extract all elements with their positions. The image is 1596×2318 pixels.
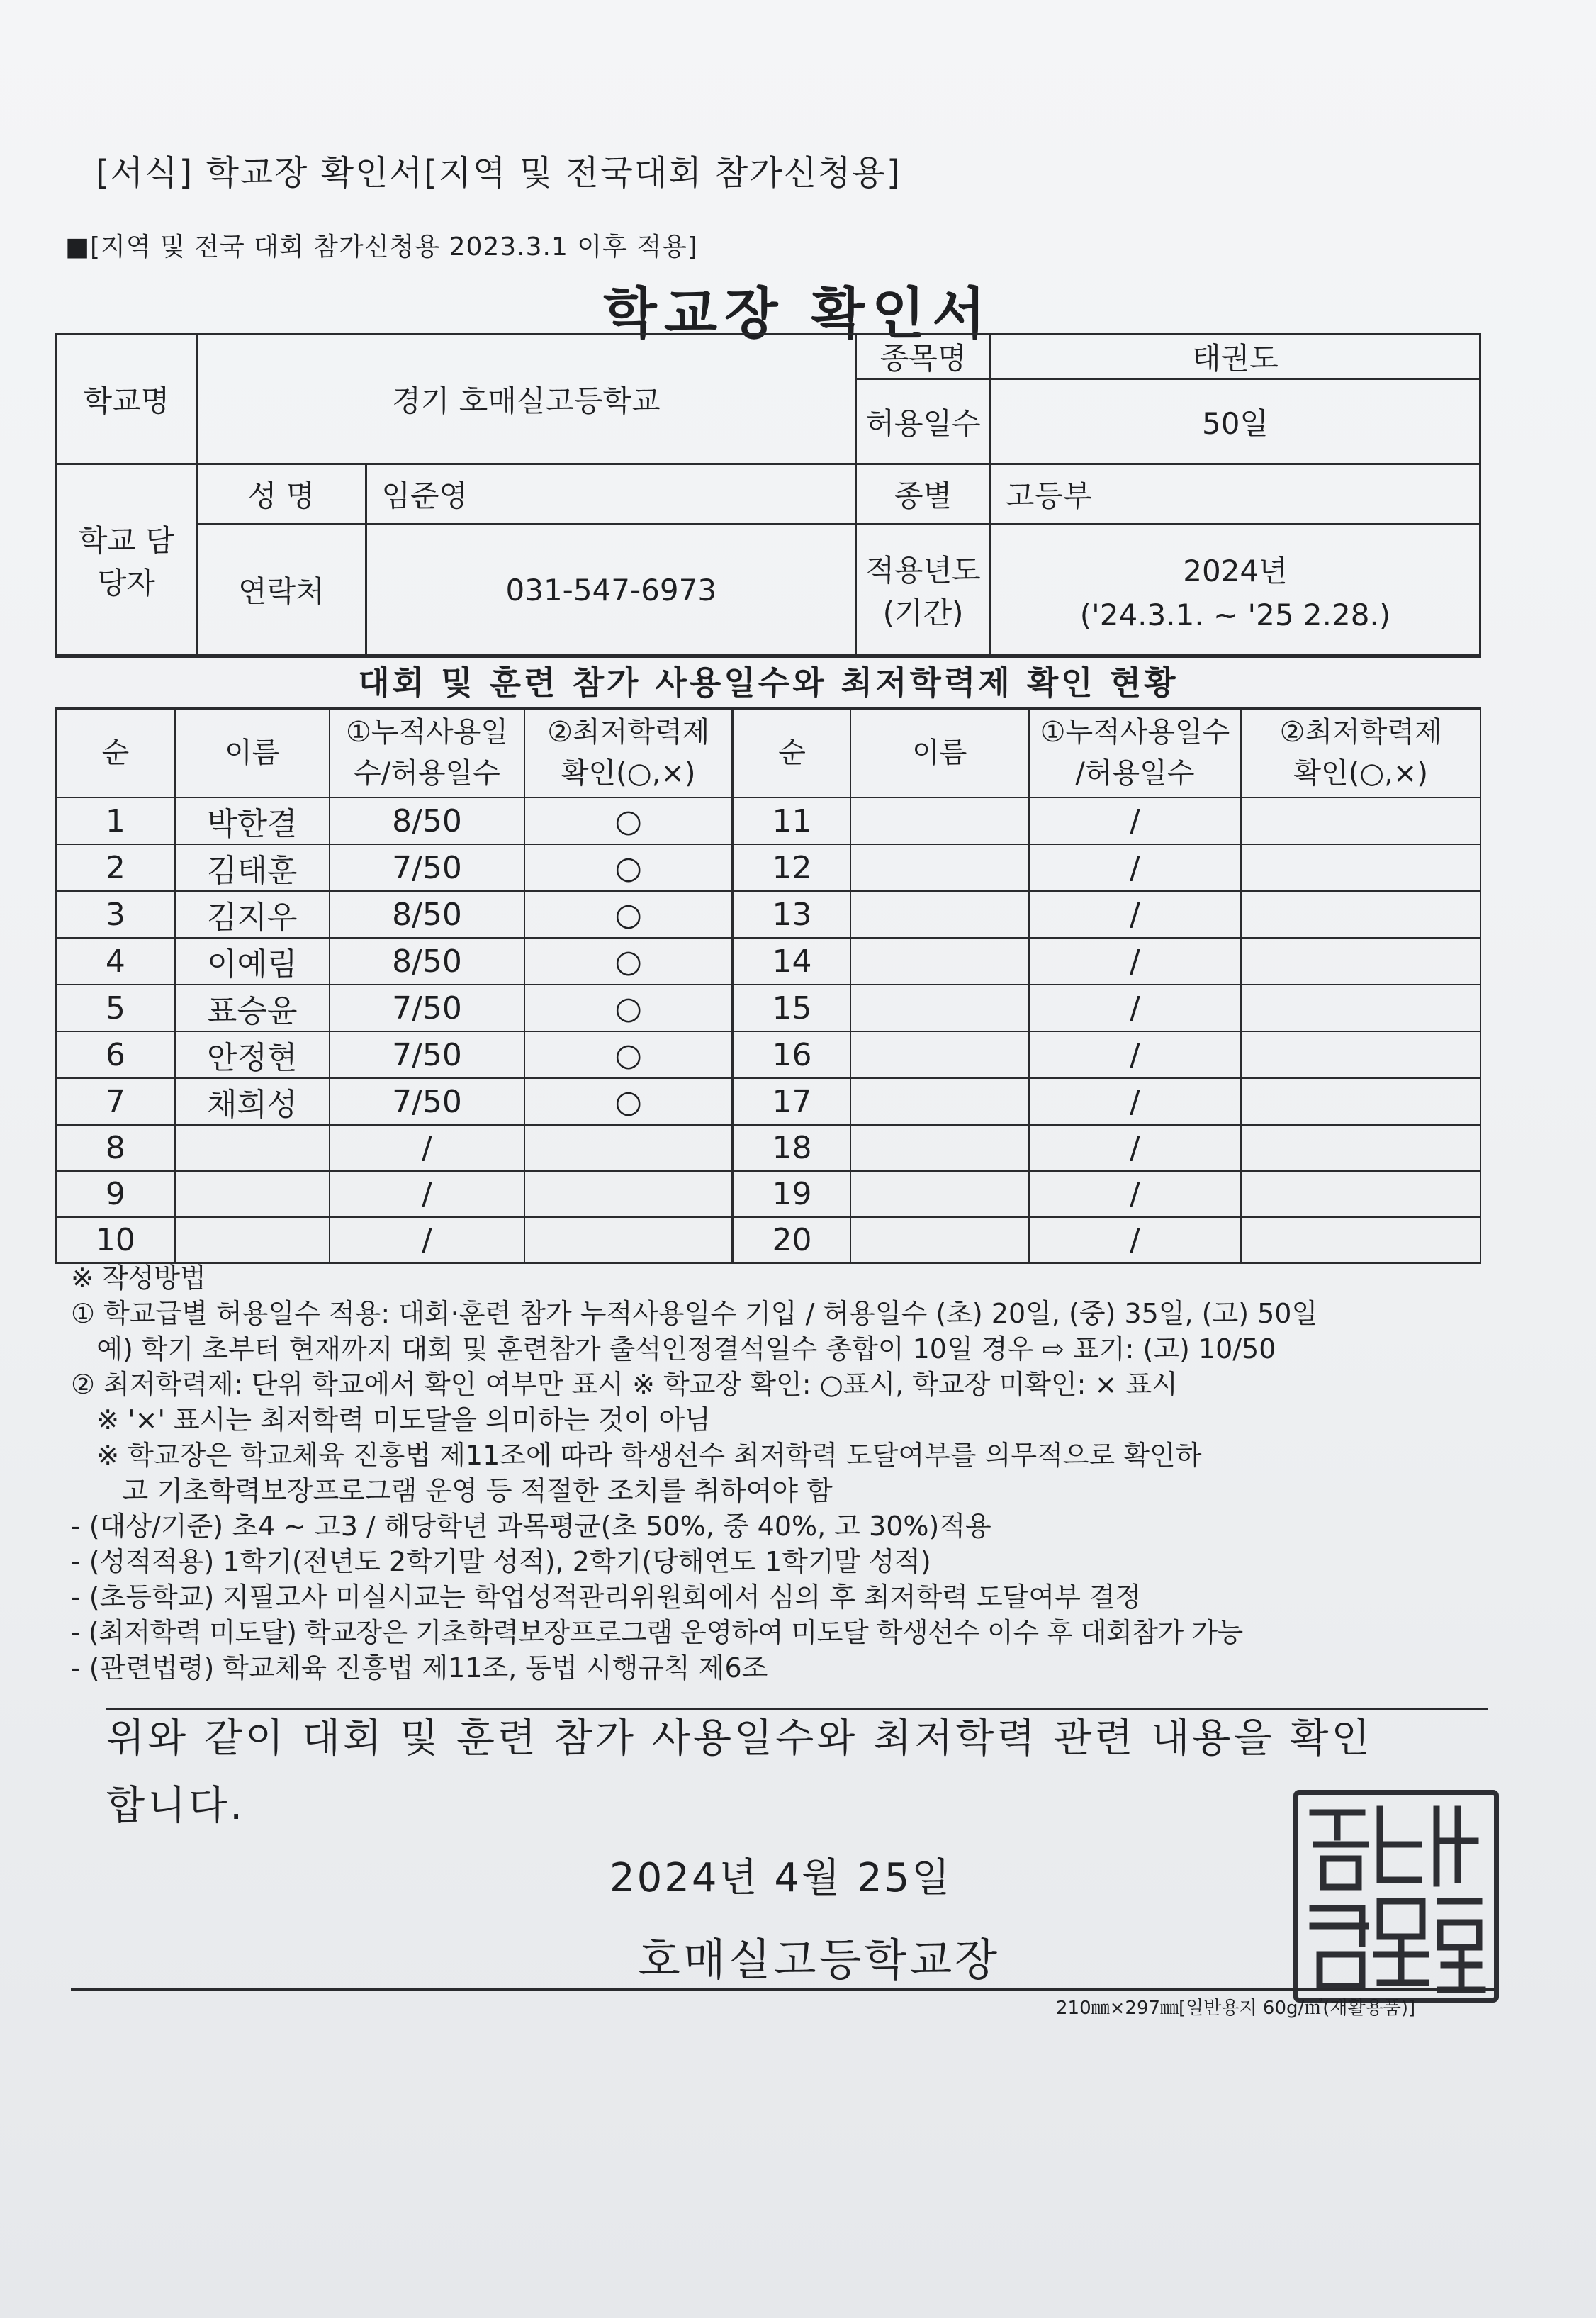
header-no: 순 — [56, 708, 175, 797]
allowed-days-label: 허용일수 — [856, 379, 991, 464]
instructions — [71, 1260, 1502, 1686]
row-check: ○ — [524, 938, 733, 985]
year-value: 2024년 — [1183, 553, 1288, 588]
name-label: 성 명 — [196, 464, 366, 525]
row-number: 7 — [56, 1078, 175, 1125]
note-line: 고 기초학력보장프로그램 운영 등 적절한 조치를 취하여야 함 — [71, 1475, 833, 1506]
row-days: 7/50 — [330, 844, 525, 891]
row-name: 이예림 — [175, 938, 330, 985]
row-name-right — [850, 1078, 1029, 1125]
table-row — [56, 797, 1480, 844]
bottom-divider — [71, 1988, 1495, 1991]
row-number: 3 — [56, 891, 175, 938]
row-check — [524, 1217, 733, 1263]
table-row — [56, 1031, 1480, 1078]
table-row — [56, 1171, 1480, 1217]
row-check-right — [1241, 1217, 1480, 1263]
sport-label: 종목명 — [856, 335, 991, 379]
row-name-right — [850, 985, 1029, 1031]
principal-signature: 호매실고등학교장 — [638, 1934, 1001, 1986]
header-check-line2: 확인(○,×) — [561, 757, 696, 790]
note-line: ※ 작성방법 — [71, 1262, 206, 1294]
row-name: 표승윤 — [175, 985, 330, 1031]
row-number: 4 — [56, 938, 175, 985]
row-days-right: / — [1029, 1125, 1242, 1171]
row-check-right — [1241, 844, 1480, 891]
header-name: 이름 — [175, 708, 330, 797]
manager-name: 임준영 — [366, 464, 856, 525]
row-days: 8/50 — [330, 797, 525, 844]
row-check — [524, 1171, 733, 1217]
row-check-right — [1241, 891, 1480, 938]
row-number-right: 20 — [733, 1217, 850, 1263]
row-name-right — [850, 1171, 1029, 1217]
row-check-right — [1241, 1125, 1480, 1171]
form-title: [서식] 학교장 확인서[지역 및 전국대회 참가신청용] — [96, 153, 901, 193]
row-check-right — [1241, 985, 1480, 1031]
row-number-right: 15 — [733, 985, 850, 1031]
division-value: 고등부 — [990, 464, 1480, 525]
row-check-right — [1241, 938, 1480, 985]
note-line: ② 최저학력제: 단위 학교에서 확인 여부만 표시 ※ 학교장 확인: ○표시, 학교장 미확인: × 표시 — [71, 1369, 1178, 1400]
row-check-right — [1241, 1078, 1480, 1125]
row-name-right — [850, 844, 1029, 891]
row-name — [175, 1171, 330, 1217]
row-number: 5 — [56, 985, 175, 1031]
row-days-right: / — [1029, 985, 1242, 1031]
row-check-right — [1241, 1171, 1480, 1217]
page-title: 학교장 확인서 — [603, 282, 993, 346]
row-check — [524, 1125, 733, 1171]
table-row — [56, 1217, 1480, 1263]
note-line: ① 학교급별 허용일수 적용: 대회·훈련 참가 누적사용일수 기입 / 허용일수 (초) 20일, (중) 35일, (고) 50일 — [71, 1298, 1318, 1329]
row-number: 10 — [56, 1217, 175, 1263]
form-subtitle: ■[지역 및 전국 대회 참가신청용 2023.3.1 이후 적용] — [65, 233, 698, 262]
row-name-right — [850, 797, 1029, 844]
header-check — [524, 708, 733, 797]
row-name-right — [850, 891, 1029, 938]
row-days: 7/50 — [330, 985, 525, 1031]
table-row — [56, 891, 1480, 938]
table-row — [56, 985, 1480, 1031]
row-name: 김태훈 — [175, 844, 330, 891]
header-days-right — [1029, 708, 1242, 797]
row-days: 8/50 — [330, 891, 525, 938]
row-name-right — [850, 938, 1029, 985]
row-days-right: / — [1029, 1171, 1242, 1217]
note-line: - (초등학교) 지필고사 미실시교는 학업성적관리위원회에서 심의 후 최저학력 도달여부 결정 — [71, 1581, 1142, 1613]
row-days-right: / — [1029, 1217, 1242, 1263]
note-line: - (관련법령) 학교체육 진흥법 제11조, 동법 시행규칙 제6조 — [71, 1652, 768, 1684]
header-days — [330, 708, 525, 797]
header-check-line1: ②최저학력제 — [547, 716, 710, 749]
roster-header — [56, 708, 1480, 797]
school-label: 학교명 — [57, 335, 197, 464]
header-check-right — [1241, 708, 1480, 797]
row-check: ○ — [524, 891, 733, 938]
row-number: 6 — [56, 1031, 175, 1078]
note-line: - (대상/기준) 초4 ~ 고3 / 해당학년 과목평균(초 50%, 중 40%, 고 30%)적용 — [71, 1511, 991, 1542]
row-name: 채희성 — [175, 1078, 330, 1125]
row-name-right — [850, 1031, 1029, 1078]
contact-label: 연락처 — [196, 525, 366, 656]
row-days-right: / — [1029, 1078, 1242, 1125]
row-name: 박한결 — [175, 797, 330, 844]
header-no-right: 순 — [733, 708, 850, 797]
row-days-right: / — [1029, 1031, 1242, 1078]
row-check: ○ — [524, 844, 733, 891]
header-days-line1: ①누적사용일 — [345, 716, 508, 749]
signing-date: 2024년 4월 25일 — [609, 1855, 952, 1901]
confirmation-text — [106, 1705, 1453, 1840]
row-number-right: 16 — [733, 1031, 850, 1078]
table-row — [56, 1125, 1480, 1171]
row-name-right — [850, 1125, 1029, 1171]
sport-value: 태권도 — [990, 335, 1480, 379]
school-info-table — [55, 333, 1481, 656]
note-line: ※ 학교장은 학교체육 진흥법 제11조에 따라 학생선수 최저학력 도달여부를 의무적으로 확인하 — [71, 1440, 1202, 1471]
contact-value: 031-547-6973 — [366, 525, 856, 656]
row-days: / — [330, 1125, 525, 1171]
header-name-right: 이름 — [850, 708, 1029, 797]
row-name — [175, 1125, 330, 1171]
school-name: 경기 호매실고등학교 — [196, 335, 855, 464]
allowed-days-value: 50일 — [990, 379, 1480, 464]
year-label: 적용년도 (기간) — [856, 525, 991, 656]
row-number-right: 14 — [733, 938, 850, 985]
row-check: ○ — [524, 1031, 733, 1078]
note-line: 예) 학기 초부터 현재까지 대회 및 훈련참가 출석인정결석일수 총합이 10일 경우 ⇨ 표기: (고) 10/50 — [71, 1333, 1276, 1365]
row-name: 안정현 — [175, 1031, 330, 1078]
row-check-right — [1241, 1031, 1480, 1078]
row-days-right: / — [1029, 844, 1242, 891]
table-row — [56, 1078, 1480, 1125]
confirmation-line2: 합니다. — [106, 1783, 246, 1829]
note-line: - (성적적용) 1학기(전년도 2학기말 성적), 2학기(당해연도 1학기말 성적) — [71, 1546, 931, 1577]
row-number: 1 — [56, 797, 175, 844]
row-check: ○ — [524, 1078, 733, 1125]
row-check-right — [1241, 797, 1480, 844]
row-days-right: / — [1029, 891, 1242, 938]
header-check-right-line2: 확인(○,×) — [1293, 757, 1428, 790]
row-check: ○ — [524, 797, 733, 844]
row-days: / — [330, 1171, 525, 1217]
row-check: ○ — [524, 985, 733, 1031]
row-number: 2 — [56, 844, 175, 891]
official-seal — [1293, 1790, 1499, 2003]
note-line: - (최저학력 미도달) 학교장은 기초학력보장프로그램 운영하여 미도달 학생선수 이수 후 대회참가 가능 — [71, 1617, 1243, 1648]
header-days-right-line2: /허용일수 — [1075, 757, 1195, 790]
confirmation-line1: 위와 같이 대회 및 훈련 참가 사용일수와 최저학력 관련 내용을 확인 — [106, 1715, 1373, 1762]
section-title: 대회 및 훈련 참가 사용일수와 최저학력제 확인 현황 — [55, 656, 1481, 710]
year-period: ('24.3.1. ~ '25 2.28.) — [1079, 597, 1391, 632]
paper-spec: 210㎜×297㎜[일반용지 60g/㎡(재활용품)] — [1056, 1998, 1416, 2019]
row-name — [175, 1217, 330, 1263]
row-number: 8 — [56, 1125, 175, 1171]
row-days: 7/50 — [330, 1031, 525, 1078]
row-number-right: 13 — [733, 891, 850, 938]
header-days-right-line1: ①누적사용일수 — [1040, 716, 1230, 749]
note-line: ※ '×' 표시는 최저학력 미도달을 의미하는 것이 아님 — [71, 1404, 711, 1435]
row-number-right: 12 — [733, 844, 850, 891]
table-row — [56, 844, 1480, 891]
row-days: 7/50 — [330, 1078, 525, 1125]
header-check-right-line1: ②최저학력제 — [1279, 716, 1442, 749]
row-number: 9 — [56, 1171, 175, 1217]
year-cell — [990, 525, 1480, 656]
row-days-right: / — [1029, 797, 1242, 844]
row-number-right: 11 — [733, 797, 850, 844]
row-name-right — [850, 1217, 1029, 1263]
row-number-right: 19 — [733, 1171, 850, 1217]
row-days-right: / — [1029, 938, 1242, 985]
table-row — [56, 938, 1480, 985]
header-days-line2: 수/허용일수 — [354, 757, 500, 790]
row-name: 김지우 — [175, 891, 330, 938]
manager-label: 학교 담당자 — [57, 464, 197, 656]
row-number-right: 17 — [733, 1078, 850, 1125]
roster-table — [55, 707, 1481, 1264]
row-days: 8/50 — [330, 938, 525, 985]
row-days: / — [330, 1217, 525, 1263]
seal-glyphs-icon — [1298, 1795, 1494, 1998]
division-label: 종별 — [856, 464, 991, 525]
row-number-right: 18 — [733, 1125, 850, 1171]
